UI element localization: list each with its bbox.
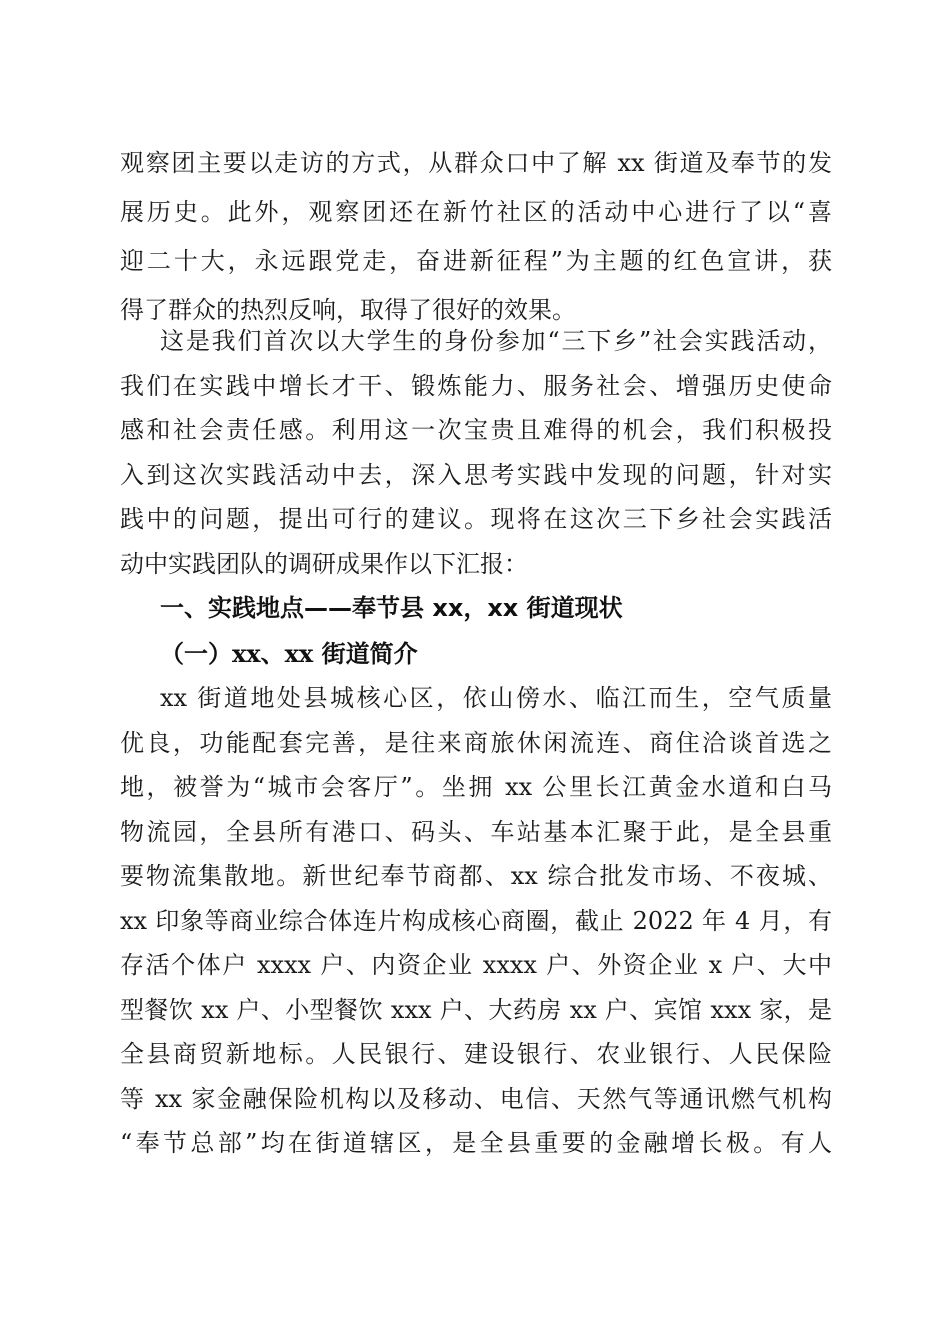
paragraph-2-line-3: 感和社会责任感。利用这一次宝贵且难得的机会，我们积极投 <box>120 416 832 444</box>
paragraph-2-line-1: 这是我们首次以大学生的身份参加“三下乡”社会实践活动， <box>160 327 832 355</box>
paragraph-2-line-4: 入到这次实践活动中去，深入思考实践中发现的问题，针对实 <box>120 461 832 489</box>
paragraph-2-line-2: 我们在实践中增长才干、锻炼能力、服务社会、增强历史使命 <box>120 372 832 400</box>
paragraph-3-line-1: xx 街道地处县城核心区，依山傍水、临江而生，空气质量 <box>160 684 832 712</box>
paragraph-1-line-4: 得了群众的热烈反响，取得了很好的效果。 <box>120 296 576 324</box>
paragraph-3-line-8: 型餐饮 xx 户、小型餐饮 xxx 户、大药房 xx 户、宾馆 xxx 家，是 <box>120 996 832 1024</box>
paragraph-3-line-7: 存活个体户 xxxx 户、内资企业 xxxx 户、外资企业 x 户、大中 <box>120 951 832 979</box>
section-heading: 一、实践地点——奉节县 xx，xx 街道现状 <box>160 594 623 622</box>
paragraph-3-line-5: 要物流集散地。新世纪奉节商都、xx 综合批发市场、不夜城、 <box>120 862 832 890</box>
paragraph-1-line-1: 观察团主要以走访的方式，从群众口中了解 xx 街道及奉节的发 <box>120 149 832 177</box>
paragraph-2-line-5: 践中的问题，提出可行的建议。现将在这次三下乡社会实践活 <box>120 505 832 533</box>
paragraph-3-line-4: 物流园，全县所有港口、码头、车站基本汇聚于此，是全县重 <box>120 818 832 846</box>
paragraph-2-line-6: 动中实践团队的调研成果作以下汇报： <box>120 550 528 578</box>
paragraph-3-line-11: “奉节总部”均在街道辖区，是全县重要的金融增长极。有人 <box>120 1129 832 1157</box>
paragraph-3-line-6: xx 印象等商业综合体连片构成核心商圈，截止 2022 年 4 月，有 <box>120 907 832 935</box>
paragraph-3-line-10: 等 xx 家金融保险机构以及移动、电信、天然气等通讯燃气机构 <box>120 1085 832 1113</box>
paragraph-3-line-3: 地，被誉为“城市会客厅”。坐拥 xx 公里长江黄金水道和白马 <box>120 773 832 801</box>
paragraph-1-line-3: 迎二十大，永远跟党走，奋进新征程”为主题的红色宣讲，获 <box>120 247 832 275</box>
subsection-heading: （一）xx、xx 街道简介 <box>160 639 418 668</box>
paragraph-3-line-2: 优良，功能配套完善，是往来商旅休闲流连、商住洽谈首选之 <box>120 729 832 757</box>
paragraph-1-line-2: 展历史。此外，观察团还在新竹社区的活动中心进行了以“喜 <box>120 198 832 226</box>
paragraph-3-line-9: 全县商贸新地标。人民银行、建设银行、农业银行、人民保险 <box>120 1040 832 1068</box>
